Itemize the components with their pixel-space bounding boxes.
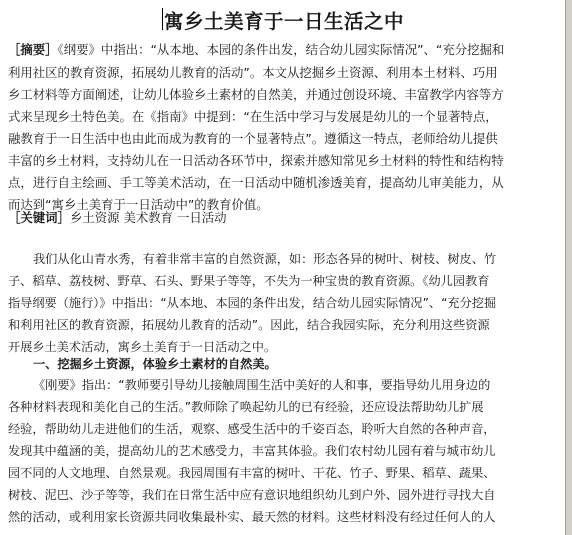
para2-line-7: 然的活动，或利用家长资源共同收集最朴实、最天然的材料。这些材料没有经过任何人的人 — [8, 510, 496, 524]
vertical-scrollbar[interactable] — [565, 0, 572, 535]
abstract-line-1: ［摘要］《纲要》中指出：“从本地、本园的条件出发，结合幼儿园实际情况”、“充分挖掘和 — [8, 42, 505, 57]
para2-line-3: 经验，帮助幼儿走进他们的生活，观察、感受生活中的千姿百态，聆听大自然的各种声音， — [8, 422, 496, 436]
abstract-line-5: 融教育于一日生活中也由此而成为教育的一个显著特点”。遵循这一特点，老师给幼儿提供 — [8, 131, 498, 146]
text-cursor — [162, 8, 163, 30]
abstract-line-4: 式来呈现乡土特色美。在《指南》中提到：“在生活中学习与发展是幼儿的一个显著特点， — [8, 109, 498, 124]
para1-line-2: 子、稻草、荔枝树、野草、石头、野果子等等，不失为一种宝贵的教育资源。《幼儿园教育 — [8, 274, 490, 288]
section-heading-1: 一、挖掘乡土资源，体验乡土素材的自然美。 — [33, 357, 277, 371]
para1-line-4: 和利用社区的教育资源，拓展幼儿教育的活动”。因此，结合我园实际，充分利用这些资源 — [8, 318, 490, 332]
para2-line-2: 各种材料表现和美化自己的生活。”教师除了唤起幼儿的已有经验，还应设法帮助幼儿扩展 — [8, 400, 484, 414]
abstract-line-2: 利用社区的教育资源，拓展幼儿教育的活动”。本文从挖掘乡土资源、利用本土材料、巧用 — [8, 65, 498, 80]
para2-line-4: 发现其中蕴涵的美，提高幼儿的艺术感受力，丰富其体验。我们农村幼儿园有着与城市幼儿 — [8, 444, 496, 458]
para2-line-5: 园不同的人文地理、自然景观。我园周围有丰富的树叶、干花、竹子、野果、稻草、蔬果、 — [8, 466, 496, 480]
para1-line-1: 我们从化山青水秀，有着非常丰富的自然资源，如：形态各异的树叶、树枝、树皮、竹 — [33, 252, 497, 266]
para2-line-6: 树枝、泥巴、沙子等等，我们在日常生活中应有意识地组织幼儿到户外、园外进行寻找大自 — [8, 488, 496, 502]
abstract-line-3: 乡工材料等方面阐述，让幼儿体验乡土素材的自然美，并通过创设环境、丰富教学内容等方 — [8, 87, 504, 102]
keywords-line — [8, 212, 227, 224]
document-title: 寓乡土美育于一日生活之中 — [164, 10, 405, 33]
para1-line-5: 开展乡土美术活动，寓乡土美育于一日活动之中。 — [8, 340, 277, 354]
keywords-label: ［关键词］ — [8, 210, 70, 225]
para2-line-1: 《刚要》指出：“教师要引导幼儿接触周围生活中美好的人和事，要指导幼儿用身边的 — [33, 378, 491, 392]
abstract-line-6: 丰富的乡土材料，支持幼儿在一日活动各环节中，探索并感知常见乡土材料的特性和结构特 — [8, 153, 504, 168]
keywords-text: 乡土资源 美术教育 一日活动 — [69, 210, 227, 225]
para1-line-3: 指导纲要（施行）》中指出：“从本地、本园的条件出发，结合幼儿园实际情况”、“充分挖掘 — [8, 296, 497, 310]
abstract-line-7: 点，进行自主绘画、手工等美术活动，在一日活动中随机渗透美育，提高幼儿审美能力，从 — [8, 175, 504, 190]
abstract-label: ［摘要］ — [8, 42, 58, 57]
abstract-line-8: 而达到“寓乡土美育于一日活动中”的教育价值。 — [8, 197, 269, 212]
